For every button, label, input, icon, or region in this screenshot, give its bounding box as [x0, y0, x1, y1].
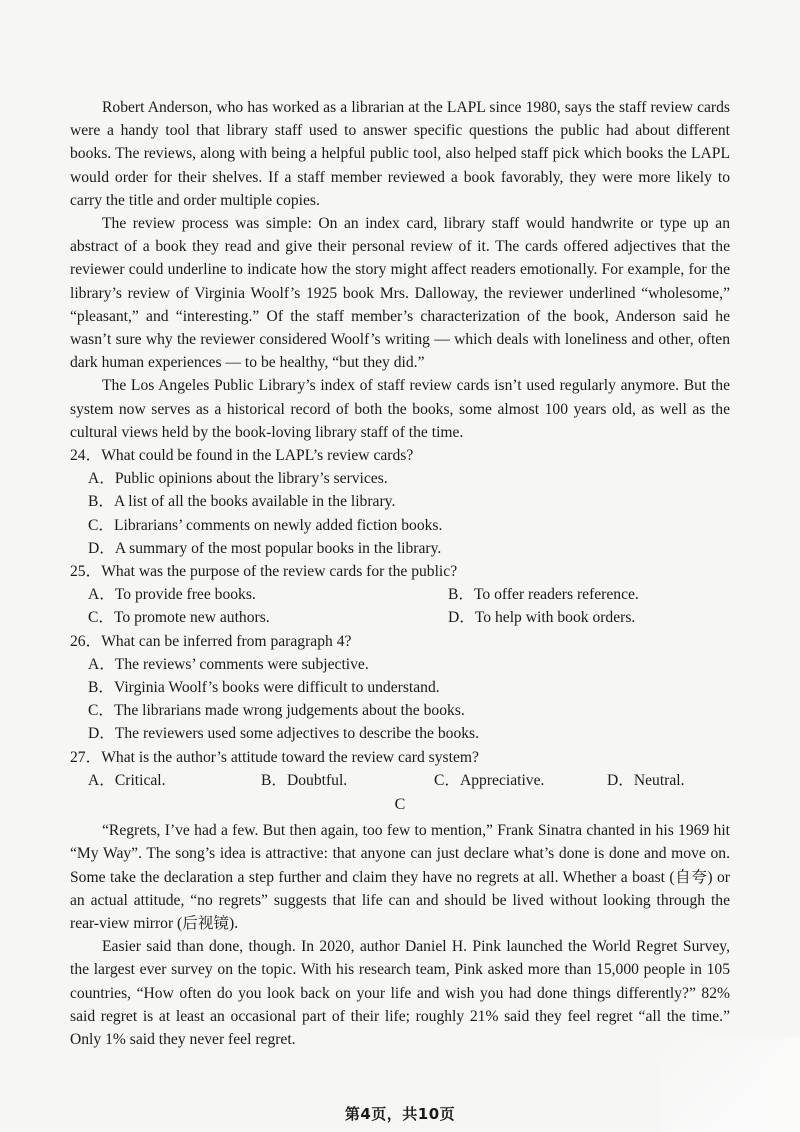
option-c: C．The librarians made wrong judgements about the books.	[88, 702, 465, 720]
question-25	[70, 560, 730, 630]
option-b: B．Doubtful.	[261, 771, 348, 789]
option-b: B．A list of all the books available in the library.	[88, 493, 396, 511]
question-stem: 24．What could be found in the LAPL’s review cards?	[70, 447, 414, 465]
option-c: C．Librarians’ comments on newly added fiction books.	[88, 516, 443, 534]
question-stem: 25．What was the purpose of the review cards for the public?	[70, 563, 458, 581]
option-b: B．Virginia Woolf’s books were difficult to understand.	[88, 679, 440, 697]
question-27	[70, 746, 730, 792]
question-24	[70, 444, 730, 560]
paragraph: The review process was simple: On an index card, library staff would handwrite or type up an abstract of a book they read and give their personal review of it. The cards offered adjectives that the reviewer could underline to indicate how the story might affect readers emotionally. For example, for the library’s review of Virginia Woolf’s 1925 book Mrs. Dalloway, the reviewer underlined “wholesome,” “pleasant,” and “interesting.” Of the staff member’s characterization of the book, Anderson said he wasn’t sure why the reviewer considered Woolf’s writing — which deals with loneliness and other, often dark human experiences — to be healthy, “but they did.”	[70, 215, 730, 372]
question-stem: 26．What can be inferred from paragraph 4?	[70, 632, 352, 650]
page-number: 第4页，共10页	[344, 1105, 456, 1123]
question-stem: 27．What is the author’s attitude toward the review card system?	[70, 748, 479, 766]
option-a: A．Critical.	[88, 771, 166, 789]
passage-b	[70, 96, 730, 444]
option-row	[70, 583, 730, 606]
option-d: D．A summary of the most popular books in the library.	[88, 539, 442, 557]
paragraph: Easier said than done, though. In 2020, author Daniel H. Pink launched the World Regret Survey, the largest ever survey on the topic. With his research team, Pink asked more than 15,000 people in 105 countries, “How often do you look back on your life and wish you had done things differently?” 82% said regret is at least an occasional part of their life; roughly 21% said they feel regret “all the time.” Only 1% said they never feel regret.	[70, 938, 730, 1048]
option-c: C．To promote new authors.	[88, 609, 270, 627]
option-b: B．To offer readers reference.	[448, 586, 639, 604]
paragraph: “Regrets, I’ve had a few. But then again, too few to mention,” Frank Sinatra chanted in his 1969 hit “My Way”. The song’s idea is attractive: that anyone can just declare what’s done is done and move on. Some take the declaration a step further and claim they have no regrets at all. Whether a boast (自夸) or an actual attitude, “no regrets” suggests that life can and should be lived without looking through the rear-view mirror (后视镜).	[70, 822, 730, 932]
option-d: D．To help with book orders.	[448, 609, 636, 627]
option-d: D．The reviewers used some adjectives to describe the books.	[88, 725, 480, 743]
passage-c	[70, 819, 730, 1051]
scan-shading	[660, 1037, 800, 1132]
option-row	[70, 606, 730, 629]
paragraph: Robert Anderson, who has worked as a librarian at the LAPL since 1980, says the staff review cards were a handy tool that library staff used to answer specific questions the public had about different books. The reviews, along with being a helpful public tool, also helped staff pick which books the LAPL would order for their shelves. If a staff member reviewed a book favorably, they were more likely to carry the title and order multiple copies.	[70, 99, 730, 209]
paragraph: The Los Angeles Public Library’s index of staff review cards isn’t used regularly anymore. But the system now serves as a historical record of both the books, some almost 100 years old, as well as the cultural views held by the book-loving library staff of the time.	[70, 377, 730, 441]
option-row	[70, 769, 730, 792]
option-a: A．Public opinions about the library’s services.	[88, 470, 388, 488]
option-a: A．The reviews’ comments were subjective.	[88, 655, 369, 673]
option-a: A．To provide free books.	[88, 586, 256, 604]
option-c: C．Appreciative.	[434, 771, 545, 789]
option-d: D．Neutral.	[607, 771, 685, 789]
section-heading: C	[394, 796, 406, 814]
question-26	[70, 630, 730, 746]
